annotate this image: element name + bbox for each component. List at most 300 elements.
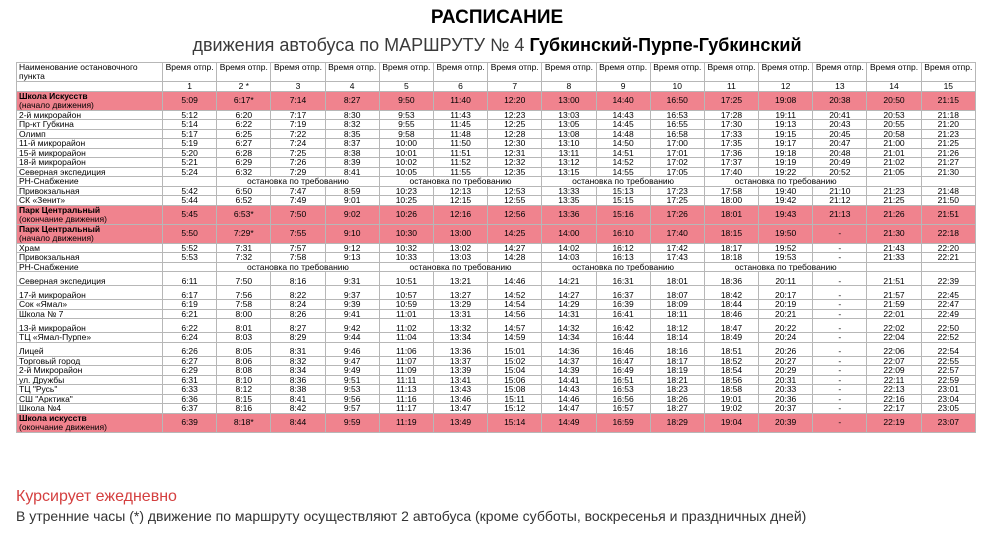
departure-time: 20:58 bbox=[867, 129, 921, 139]
departure-time: 10:51 bbox=[379, 272, 433, 286]
departure-time: 14:29 bbox=[542, 300, 596, 310]
departure-time: 7:55 bbox=[271, 224, 325, 243]
departure-time: 22:45 bbox=[921, 286, 975, 300]
departure-time: 18:29 bbox=[650, 413, 704, 432]
departure-time: 21:10 bbox=[813, 186, 867, 196]
departure-time: 21:26 bbox=[867, 205, 921, 224]
departure-time: 19:43 bbox=[759, 205, 813, 224]
departure-time: 18:44 bbox=[704, 300, 758, 310]
stop-row bbox=[17, 253, 976, 263]
departure-time: 18:46 bbox=[704, 309, 758, 319]
departure-time: 11:06 bbox=[379, 342, 433, 356]
departure-time: 9:37 bbox=[325, 286, 379, 300]
departure-time: - bbox=[813, 404, 867, 414]
trip-number: 15 bbox=[921, 82, 975, 92]
departure-time: 21:13 bbox=[813, 205, 867, 224]
departure-time: 6:17* bbox=[217, 91, 271, 110]
departure-time: 22:06 bbox=[867, 342, 921, 356]
departure-time: 18:14 bbox=[650, 333, 704, 343]
departure-time: 9:53 bbox=[379, 110, 433, 120]
departure-time: 13:37 bbox=[433, 356, 487, 366]
departure-time: 14:02 bbox=[542, 243, 596, 253]
stop-name: СШ "Арктика" bbox=[17, 394, 163, 404]
departure-time: 7:49 bbox=[271, 196, 325, 206]
departure-time: 12:23 bbox=[488, 110, 542, 120]
departure-time: 7:17 bbox=[271, 110, 325, 120]
departure-time: 16:53 bbox=[650, 110, 704, 120]
departure-time: 10:25 bbox=[379, 196, 433, 206]
departure-time: 18:17 bbox=[704, 243, 758, 253]
stop-name-label: Парк Центральный bbox=[19, 205, 101, 215]
departure-time: 20:22 bbox=[759, 319, 813, 333]
departure-time: 17:35 bbox=[704, 139, 758, 149]
departure-time: 16:46 bbox=[596, 342, 650, 356]
departure-time: 17:05 bbox=[650, 167, 704, 177]
stop-row bbox=[17, 148, 976, 158]
departure-time: 12:20 bbox=[488, 91, 542, 110]
departure-time: 8:38 bbox=[271, 385, 325, 395]
departure-time: 11:52 bbox=[433, 158, 487, 168]
departure-time: - bbox=[813, 309, 867, 319]
trip-number: 3 bbox=[271, 82, 325, 92]
stop-name: Лицей bbox=[17, 342, 163, 356]
departure-time: 6:28 bbox=[217, 148, 271, 158]
departure-time: 14:27 bbox=[488, 243, 542, 253]
departure-time: 6:27 bbox=[217, 139, 271, 149]
on-request-note: остановка по требованию bbox=[542, 177, 705, 187]
stop-row bbox=[17, 342, 976, 356]
departure-time: 5:20 bbox=[163, 148, 217, 158]
departure-time: 20:29 bbox=[759, 366, 813, 376]
departure-time: 9:41 bbox=[325, 309, 379, 319]
departure-time: 17:58 bbox=[704, 186, 758, 196]
departure-time: 13:29 bbox=[433, 300, 487, 310]
departure-time: 9:56 bbox=[325, 394, 379, 404]
departure-time: 18:52 bbox=[704, 356, 758, 366]
departure-time: 16:51 bbox=[596, 375, 650, 385]
departure-time: 10:05 bbox=[379, 167, 433, 177]
departure-time: 6:22 bbox=[163, 319, 217, 333]
departure-time: 8:37 bbox=[325, 139, 379, 149]
departure-time: 13:33 bbox=[542, 186, 596, 196]
stop-name bbox=[17, 224, 163, 243]
departure-time: 21:12 bbox=[813, 196, 867, 206]
departure-time: 17:42 bbox=[650, 243, 704, 253]
departure-time: 7:31 bbox=[217, 243, 271, 253]
header-row bbox=[17, 63, 976, 82]
departure-time: 10:59 bbox=[379, 300, 433, 310]
departure-time: 22:16 bbox=[867, 394, 921, 404]
departure-time: 14:03 bbox=[542, 253, 596, 263]
departure-time: 21:43 bbox=[867, 243, 921, 253]
departure-time: 8:22 bbox=[271, 286, 325, 300]
departure-time: 23:05 bbox=[921, 404, 975, 414]
departure-time: 9:31 bbox=[325, 272, 379, 286]
departure-time: 7:32 bbox=[217, 253, 271, 263]
departure-time: 17:25 bbox=[650, 196, 704, 206]
departure-time: 12:30 bbox=[488, 139, 542, 149]
departure-time: 22:57 bbox=[921, 366, 975, 376]
departure-time: 11:40 bbox=[433, 91, 487, 110]
departure-time: 7:14 bbox=[271, 91, 325, 110]
departure-time: 8:42 bbox=[271, 404, 325, 414]
departure-time: 13:39 bbox=[433, 366, 487, 376]
departure-time: - bbox=[813, 333, 867, 343]
on-request-note: остановка по требованию bbox=[217, 262, 380, 272]
departure-time: 18:42 bbox=[704, 286, 758, 300]
departure-time: 11:55 bbox=[433, 167, 487, 177]
stop-name: 15-й микрорайон bbox=[17, 148, 163, 158]
departure-time: 18:07 bbox=[650, 286, 704, 300]
departure-time: 8:12 bbox=[217, 385, 271, 395]
time-column-header: Время отпр. bbox=[488, 63, 542, 82]
departure-time: 19:50 bbox=[759, 224, 813, 243]
departure-time: 11:43 bbox=[433, 110, 487, 120]
departure-time: 9:50 bbox=[379, 91, 433, 110]
departure-time: 9:44 bbox=[325, 333, 379, 343]
departure-time: 11:07 bbox=[379, 356, 433, 366]
departure-time: 20:33 bbox=[759, 385, 813, 395]
departure-time: 9:53 bbox=[325, 385, 379, 395]
departure-time: 8:30 bbox=[325, 110, 379, 120]
departure-time: 8:15 bbox=[217, 394, 271, 404]
departure-time: 12:55 bbox=[488, 196, 542, 206]
departure-time: 5:17 bbox=[163, 129, 217, 139]
stop-row bbox=[17, 319, 976, 333]
departure-time: 15:13 bbox=[596, 186, 650, 196]
departure-time: 18:51 bbox=[704, 342, 758, 356]
departure-time: 18:58 bbox=[704, 385, 758, 395]
terminal-stop-row bbox=[17, 205, 976, 224]
stop-column-header: Наименование остановочного пункта bbox=[17, 63, 163, 82]
departure-time: 13:11 bbox=[542, 148, 596, 158]
departure-time: 8:29 bbox=[271, 333, 325, 343]
departure-time: 16:50 bbox=[650, 91, 704, 110]
departure-time: 6:36 bbox=[163, 394, 217, 404]
departure-time: 14:46 bbox=[488, 272, 542, 286]
departure-time: 22:19 bbox=[867, 413, 921, 432]
trip-number: 9 bbox=[596, 82, 650, 92]
departure-time: 17:37 bbox=[704, 158, 758, 168]
trip-number: 14 bbox=[867, 82, 921, 92]
departure-time: 9:57 bbox=[325, 404, 379, 414]
departure-time: 9:49 bbox=[325, 366, 379, 376]
departure-time: 12:53 bbox=[488, 186, 542, 196]
departure-time: 18:26 bbox=[650, 394, 704, 404]
departure-time: 17:30 bbox=[704, 120, 758, 130]
departure-time: 20:55 bbox=[867, 120, 921, 130]
departure-time: 22:50 bbox=[921, 319, 975, 333]
departure-time: 16:31 bbox=[596, 272, 650, 286]
departure-time: 14:57 bbox=[488, 319, 542, 333]
departure-time: 18:18 bbox=[704, 253, 758, 263]
departure-time: 8:16 bbox=[271, 272, 325, 286]
departure-time: 13:36 bbox=[433, 342, 487, 356]
trip-number: 1 bbox=[163, 82, 217, 92]
departure-time: 14:39 bbox=[542, 366, 596, 376]
departure-time: 17:40 bbox=[704, 167, 758, 177]
departure-time: 16:44 bbox=[596, 333, 650, 343]
departure-time: 18:16 bbox=[650, 342, 704, 356]
departure-time: 5:09 bbox=[163, 91, 217, 110]
departure-time: 22:55 bbox=[921, 356, 975, 366]
stop-row bbox=[17, 333, 976, 343]
stop-name: 18-й микрорайон bbox=[17, 158, 163, 168]
departure-time: 7:50 bbox=[271, 205, 325, 224]
departure-time: 23:01 bbox=[921, 385, 975, 395]
on-request-note: остановка по требованию bbox=[542, 262, 705, 272]
departure-time: 14:41 bbox=[542, 375, 596, 385]
empty-cell bbox=[163, 262, 217, 272]
departure-time: 21:30 bbox=[921, 167, 975, 177]
departure-time: 18:49 bbox=[704, 333, 758, 343]
departure-time: 21:15 bbox=[921, 91, 975, 110]
departure-time: 14:40 bbox=[596, 91, 650, 110]
terminal-stop-row bbox=[17, 224, 976, 243]
page-subtitle bbox=[0, 33, 994, 57]
departure-time: 15:04 bbox=[488, 366, 542, 376]
departure-time: 15:02 bbox=[488, 356, 542, 366]
departure-time: 9:55 bbox=[379, 120, 433, 130]
departure-time: 22:17 bbox=[867, 404, 921, 414]
departure-time: 10:23 bbox=[379, 186, 433, 196]
stop-row bbox=[17, 375, 976, 385]
departure-time: 18:56 bbox=[704, 375, 758, 385]
departure-time: 9:10 bbox=[325, 224, 379, 243]
departure-time: 7:57 bbox=[271, 243, 325, 253]
trip-number-blank bbox=[17, 82, 163, 92]
stop-name: Пр-кт Губкина bbox=[17, 120, 163, 130]
departure-time: 13:36 bbox=[542, 205, 596, 224]
departure-time: 18:47 bbox=[704, 319, 758, 333]
departure-time: 6:19 bbox=[163, 300, 217, 310]
departure-time: 19:13 bbox=[759, 120, 813, 130]
departure-time: 20:47 bbox=[813, 139, 867, 149]
departure-time: 22:21 bbox=[921, 253, 975, 263]
departure-time: 22:49 bbox=[921, 309, 975, 319]
departure-time: 5:19 bbox=[163, 139, 217, 149]
departure-time: 14:36 bbox=[542, 342, 596, 356]
departure-time: 18:23 bbox=[650, 385, 704, 395]
departure-time: - bbox=[813, 253, 867, 263]
departure-time: 17:33 bbox=[704, 129, 758, 139]
departure-time: 22:54 bbox=[921, 342, 975, 356]
page-title: РАСПИСАНИЕ bbox=[430, 7, 564, 28]
stop-row bbox=[17, 272, 976, 286]
departure-time: 8:35 bbox=[325, 129, 379, 139]
departure-time: 11:50 bbox=[433, 139, 487, 149]
departure-time: - bbox=[813, 300, 867, 310]
departure-time: 8:27 bbox=[325, 91, 379, 110]
departure-time: 11:48 bbox=[433, 129, 487, 139]
departure-time: 20:43 bbox=[813, 120, 867, 130]
departure-time: 13:49 bbox=[433, 413, 487, 432]
departure-time: 22:39 bbox=[921, 272, 975, 286]
trip-number: 11 bbox=[704, 82, 758, 92]
departure-time: 14:43 bbox=[542, 385, 596, 395]
stop-name bbox=[17, 91, 163, 110]
stop-row bbox=[17, 309, 976, 319]
departure-time: - bbox=[813, 286, 867, 300]
departure-time: 8:05 bbox=[217, 342, 271, 356]
departure-time: 6:24 bbox=[163, 333, 217, 343]
departure-time: 14:46 bbox=[542, 394, 596, 404]
departure-time: 16:37 bbox=[596, 286, 650, 300]
departure-time: 13:43 bbox=[433, 385, 487, 395]
time-column-header: Время отпр. bbox=[542, 63, 596, 82]
departure-time: 22:04 bbox=[867, 333, 921, 343]
stop-name: 17-й микрорайон bbox=[17, 286, 163, 300]
trip-number: 12 bbox=[759, 82, 813, 92]
departure-time: 22:01 bbox=[867, 309, 921, 319]
departure-time: 22:52 bbox=[921, 333, 975, 343]
departure-time: 20:26 bbox=[759, 342, 813, 356]
empty-cell bbox=[867, 177, 921, 187]
stop-name: Северная экспедиция bbox=[17, 167, 163, 177]
departure-time: 16:57 bbox=[596, 404, 650, 414]
departure-time: 21:51 bbox=[921, 205, 975, 224]
departure-time: 20:31 bbox=[759, 375, 813, 385]
departure-time: 22:11 bbox=[867, 375, 921, 385]
departure-time: 5:44 bbox=[163, 196, 217, 206]
departure-time: 22:20 bbox=[921, 243, 975, 253]
departure-time: 17:26 bbox=[650, 205, 704, 224]
departure-time: 9:13 bbox=[325, 253, 379, 263]
departure-time: 22:09 bbox=[867, 366, 921, 376]
stop-name: ТЦ «Ямал-Пурпе» bbox=[17, 333, 163, 343]
departure-time: 9:42 bbox=[325, 319, 379, 333]
departure-time: 6:33 bbox=[163, 385, 217, 395]
departure-time: 10:26 bbox=[379, 205, 433, 224]
departure-time: 8:27 bbox=[271, 319, 325, 333]
departure-time: 15:12 bbox=[488, 404, 542, 414]
departure-time: 5:52 bbox=[163, 243, 217, 253]
departure-time: 20:45 bbox=[813, 129, 867, 139]
departure-time: 11:04 bbox=[379, 333, 433, 343]
departure-time: 20:49 bbox=[813, 158, 867, 168]
departure-time: 6:25 bbox=[217, 129, 271, 139]
on-request-note: остановка по требованию bbox=[379, 177, 542, 187]
time-column-header: Время отпр. bbox=[217, 63, 271, 82]
stop-name: СК «Зенит» bbox=[17, 196, 163, 206]
departure-time: 11:45 bbox=[433, 120, 487, 130]
departure-time: 9:02 bbox=[325, 205, 379, 224]
departure-time: 22:07 bbox=[867, 356, 921, 366]
stop-note: (окончание движения) bbox=[19, 421, 107, 432]
departure-time: - bbox=[813, 272, 867, 286]
departure-time: 11:17 bbox=[379, 404, 433, 414]
departure-time: 16:13 bbox=[596, 253, 650, 263]
departure-time: 11:02 bbox=[379, 319, 433, 333]
departure-time: 14:56 bbox=[488, 309, 542, 319]
departure-time: 20:36 bbox=[759, 394, 813, 404]
departure-time: 10:33 bbox=[379, 253, 433, 263]
stop-name: РН-Снабжение bbox=[17, 177, 163, 187]
departure-time: 8:41 bbox=[325, 167, 379, 177]
time-column-header: Время отпр. bbox=[325, 63, 379, 82]
departure-time: 21:02 bbox=[867, 158, 921, 168]
departure-time: 9:59 bbox=[325, 413, 379, 432]
departure-time: 15:06 bbox=[488, 375, 542, 385]
departure-time: 16:12 bbox=[596, 243, 650, 253]
departure-time: 18:00 bbox=[704, 196, 758, 206]
departure-time: 21:30 bbox=[867, 224, 921, 243]
departure-time: 23:04 bbox=[921, 394, 975, 404]
departure-time: 15:14 bbox=[488, 413, 542, 432]
stop-name: 13-й микрорайон bbox=[17, 319, 163, 333]
departure-time: 18:19 bbox=[650, 366, 704, 376]
stop-name: Сок «Ямал» bbox=[17, 300, 163, 310]
departure-time: 17:40 bbox=[650, 224, 704, 243]
stop-note: (окончание движения) bbox=[19, 213, 107, 224]
departure-time: 14:27 bbox=[542, 286, 596, 300]
departure-time: 5:14 bbox=[163, 120, 217, 130]
departure-time: 8:18* bbox=[217, 413, 271, 432]
stop-name: Школа № 7 bbox=[17, 309, 163, 319]
route-name: Губкинский-Пурпе-Губкинский bbox=[529, 35, 802, 55]
departure-time: 19:08 bbox=[759, 91, 813, 110]
departure-time: 6:37 bbox=[163, 404, 217, 414]
departure-time: 21:27 bbox=[921, 158, 975, 168]
departure-time: 10:57 bbox=[379, 286, 433, 300]
departure-time: 10:01 bbox=[379, 148, 433, 158]
departure-time: 18:09 bbox=[650, 300, 704, 310]
departure-time: 10:02 bbox=[379, 158, 433, 168]
departure-time: 13:03 bbox=[542, 110, 596, 120]
departure-time: 6:22 bbox=[217, 120, 271, 130]
departure-time: 11:13 bbox=[379, 385, 433, 395]
departure-time: 20:50 bbox=[867, 91, 921, 110]
departure-time: 18:15 bbox=[704, 224, 758, 243]
departure-time: 13:15 bbox=[542, 167, 596, 177]
departure-time: 13:02 bbox=[433, 243, 487, 253]
departure-time: 21:23 bbox=[867, 186, 921, 196]
departure-time: 21:05 bbox=[867, 167, 921, 177]
departure-time: 20:17 bbox=[759, 286, 813, 300]
departure-time: 6:27 bbox=[163, 356, 217, 366]
departure-time: 17:00 bbox=[650, 139, 704, 149]
departure-time: 6:11 bbox=[163, 272, 217, 286]
trip-number: 6 bbox=[433, 82, 487, 92]
stop-name: Школа №4 bbox=[17, 404, 163, 414]
trip-number: 7 bbox=[488, 82, 542, 92]
empty-cell bbox=[867, 262, 921, 272]
departure-time: 19:15 bbox=[759, 129, 813, 139]
departure-time: 23:07 bbox=[921, 413, 975, 432]
stop-name: 11-й микрорайон bbox=[17, 139, 163, 149]
on-request-note: остановка по требованию bbox=[217, 177, 380, 187]
departure-time: 10:00 bbox=[379, 139, 433, 149]
departure-time: 8:39 bbox=[325, 158, 379, 168]
departure-time: 7:22 bbox=[271, 129, 325, 139]
departure-time: 13:05 bbox=[542, 120, 596, 130]
stop-row bbox=[17, 300, 976, 310]
departure-time: 13:41 bbox=[433, 375, 487, 385]
departure-time: 8:03 bbox=[217, 333, 271, 343]
schedule-body bbox=[17, 63, 976, 433]
departure-time: 18:27 bbox=[650, 404, 704, 414]
departure-time: 13:21 bbox=[433, 272, 487, 286]
departure-time: 14:32 bbox=[542, 319, 596, 333]
departure-time: 14:47 bbox=[542, 404, 596, 414]
departure-time: 17:36 bbox=[704, 148, 758, 158]
departure-time: 11:11 bbox=[379, 375, 433, 385]
departure-time: 8:06 bbox=[217, 356, 271, 366]
departure-time: 8:44 bbox=[271, 413, 325, 432]
departure-time: 6:29 bbox=[163, 366, 217, 376]
departure-time: 19:11 bbox=[759, 110, 813, 120]
departure-time: 7:58 bbox=[217, 300, 271, 310]
